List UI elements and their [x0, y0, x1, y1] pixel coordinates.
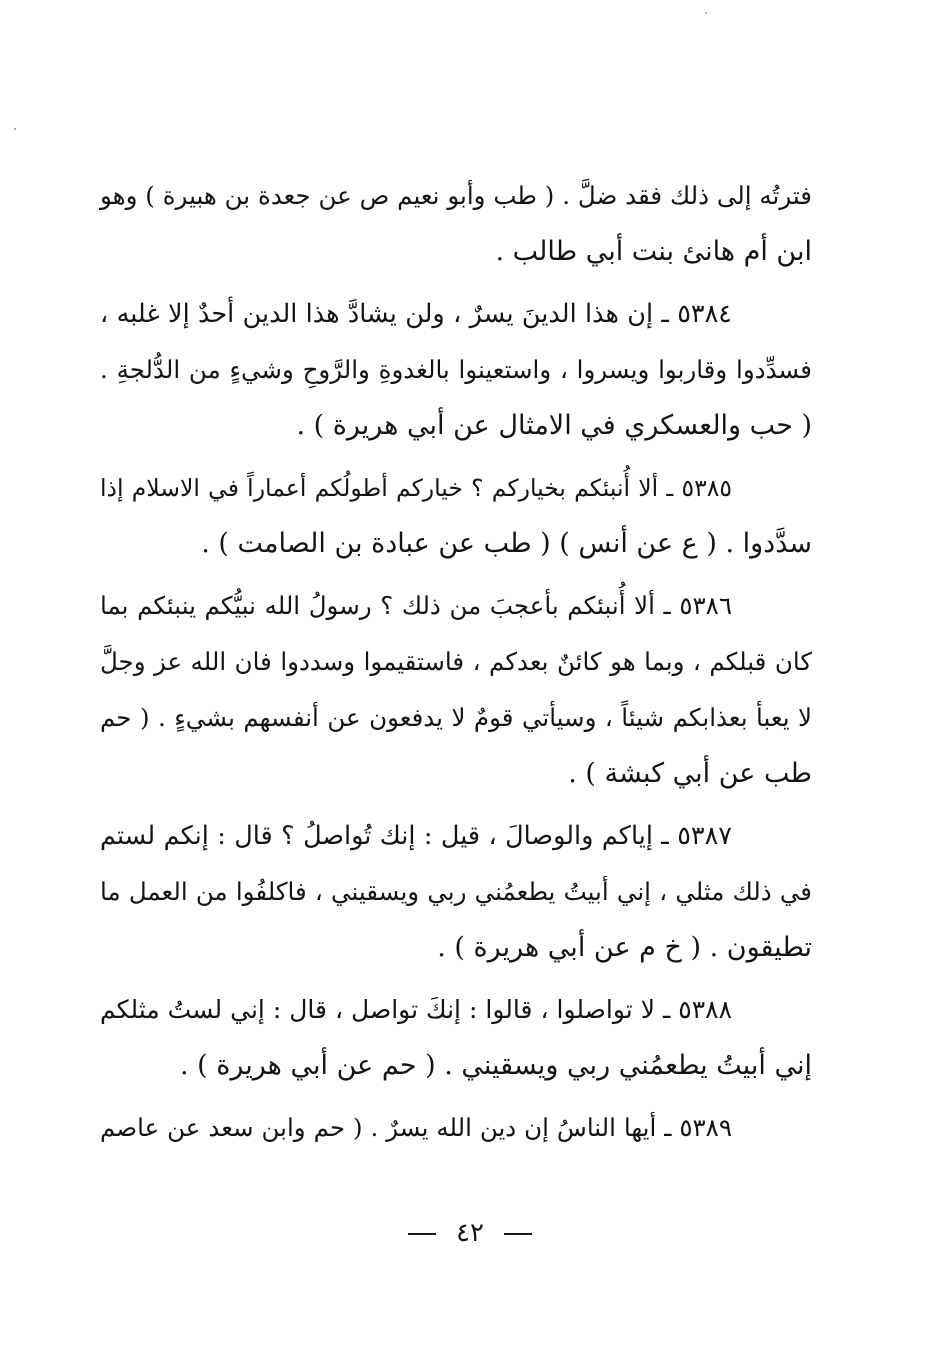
text-line: إني أبيتُ يطعمُني ربي ويسقيني . ( حم عن أبي هريرة ) . — [179, 1050, 812, 1081]
page-number-dash — [408, 1233, 436, 1235]
text-line: طب عن أبي كبشة ) . — [568, 758, 812, 789]
hadith-5386-start: ٥٣٨٦ ـ ألا أُنبئكم بأعجبَ من ذلك ؟ رسولُ الله نبيُّكم ينبئكم بما — [100, 591, 732, 620]
text-line: تطيقون . ( خ م عن أبي هريرة ) . — [437, 932, 812, 963]
hadith-5389-start: ٥٣٨٩ ـ أيها الناسُ إن دين الله يسرٌ . ( حم وابن سعد عن عاصم — [100, 1113, 732, 1142]
page-body — [100, 168, 812, 1156]
page-number-dash — [504, 1233, 532, 1235]
text-line: فسدِّدوا وقاربوا ويسروا ، واستعينوا بالغدوةِ والرَّوحِ وشيءٍ من الدُّلجةِ . — [100, 355, 812, 384]
page-number-value: ٤٢ — [456, 1218, 484, 1248]
scan-speck — [14, 128, 16, 130]
text-line: سدَّدوا . ( ع عن أنس ) ( طب عن عبادة بن الصامت ) . — [201, 528, 812, 559]
text-line: كان قبلكم ، وبما هو كائنٌ بعدكم ، فاستقيموا وسددوا فان الله عز وجلَّ — [100, 647, 812, 676]
page-number — [0, 1213, 940, 1253]
hadith-5385-start: ٥٣٨٥ ـ ألا أُنبئكم بخياركم ؟ خياركم أطولُكم أعماراً في الاسلام إذا — [100, 474, 732, 502]
scan-speck — [705, 12, 707, 14]
text-line: لا يعبأ بعذابكم شيئاً ، وسيأتي قومٌ لا يدفعون عن أنفسهم بشيءٍ . ( حم — [100, 703, 812, 732]
hadith-5387-start: ٥٣٨٧ ـ إياكم والوصالَ ، قيل : إنك تُواصلُ ؟ قال : إنكم لستم — [100, 821, 732, 851]
text-line: ( حب والعسكري في الامثال عن أبي هريرة ) . — [296, 410, 812, 441]
hadith-5388-start: ٥٣٨٨ ـ لا تواصلوا ، قالوا : إنكَ تواصل ، قال : إني لستُ مثلكم — [100, 995, 732, 1024]
hadith-5384-start: ٥٣٨٤ ـ إن هذا الدينَ يسرٌ ، ولن يشادَّ هذا الدين أحدٌ إلا غلبه ، — [100, 299, 732, 329]
text-line: ابن أم هانئ بنت أبي طالب . — [495, 236, 812, 267]
text-line: في ذلك مثلي ، إني أبيتُ يطعمُني ربي ويسقيني ، فاكلفُوا من العمل ما — [100, 877, 812, 906]
text-line: فترتُه إلى ذلك فقد ضلَّ . ( طب وأبو نعيم ص عن جعدة بن هبيرة ) وهو — [100, 181, 812, 210]
